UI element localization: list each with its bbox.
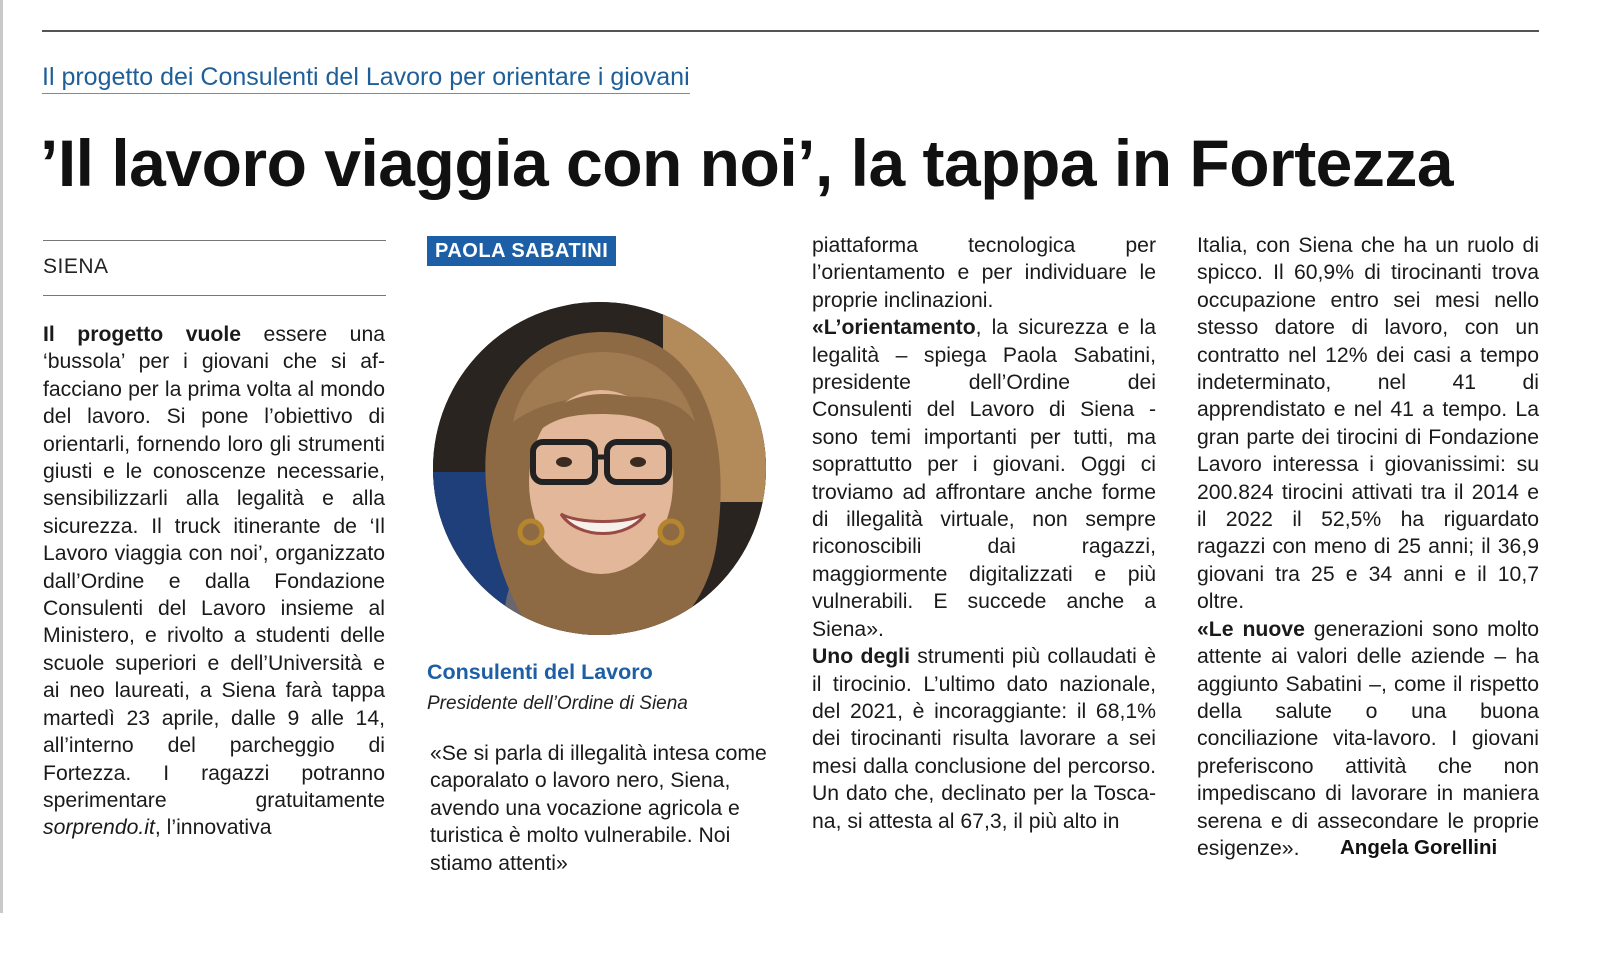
portrait-photo [433,302,766,635]
portrait-illustration [433,302,766,635]
dateline-box [43,240,386,296]
body-text: , l’innovativa [154,816,272,840]
paragraph [812,314,1156,643]
paragraph: Italia, con Siena che ha un ruolo di spicco. Il 60,9% di tirocinanti trova occupazione entro sei mesi nello stesso datore di lavoro, con un contratto nel 12% dei casi a tempo indeterminato, nel 41 di apprendistato e nel 41 a tempo. La gran parte dei tirocini di Fondazione Lavoro interessa i giovanissimi: su 200.824 tirocini attivati tra il 2014 e il 2022 il 52,5% ha riguardato ragazzi con meno di 25 anni; il 36,9 giovani tra 25 e 34 anni e il 10,7 oltre. [1197,234,1539,614]
page-edge [0,0,3,913]
headline: ’Il lavoro viaggia con noi’, la tappa in Fortezza [40,126,1454,200]
body-text: strumenti più collaudati è il tirocinio. L’ultimo dato nazionale, del 2021, è incoraggiante: il 68,1% dei tirocinanti risulta lavorare a sei mesi dalla conclusione del percorso. Un dato che, declinato per la Toscana, si attesta al 67,3, il più alto in [812,645,1156,833]
byline-badge: PAOLA SABATINI [427,236,616,266]
body-text: essere una ‘bussola’ per i giovani che si affacciano per la prima volta al mondo del lavoro. Si pone l’obiettivo di orientarli, fornendo loro gli strumenti giusti e le conoscenze necessarie, sensibilizzarli alla legalità e alla sicurezza. Il truck itinerante de ‘Il Lavoro viaggia con noi’, organizzato dall’Ordine e dalla Fondazione Consulenti del Lavoro insieme al Ministero, e rivolto a studenti delle scuole superiori e dell’Università e ai neo laureati, a Siena farà tappa martedì 23 aprile, dalle 9 alle 14, all’interno del parcheggio di Fortezza. I ragazzi potranno sperimentare gratuitamente [43,323,386,812]
paragraph: piattaforma tecnologica per l’orientamento e per individuare le proprie inclinazioni. [812,234,1156,312]
dateline: SIENA [43,255,109,278]
photo-caption-role: Presidente dell’Ordine di Siena [427,693,688,714]
lead-in: Il progetto vuole [43,323,242,346]
pull-quote: «Se si parla di illegalità intesa come caporalato o lavoro nero, Siena, avendo una vocazione agricola e turistica è molto vulnerabile. Noi stiamo attenti» [430,742,767,875]
kicker: Il progetto dei Consulenti del Lavoro per orientare i giovani [42,62,690,94]
photo-caption-name: Consulenti del Lavoro [427,660,653,684]
author-signature: Angela Gorellini [1340,836,1498,859]
body-text: , la sicurezza e la legalità – spiega Paola Sabatini, presidente dell’Ordine dei Consulenti del Lavoro di Siena - sono temi importanti per tutti, ma soprattutto per i giovani. Oggi ci troviamo ad affrontare anche forme di illegalità virtuale, non sempre riconoscibili dai ragazzi, maggiormente digitalizzati e più vulnerabili. E succede anche a Siena». [812,316,1156,641]
article-column-4 [1197,232,1539,872]
lead-in: «L’orientamento [812,316,976,340]
paragraph [812,643,1156,835]
top-rule [42,30,1539,32]
website-name: sorprendo.it [43,816,155,840]
paragraph [43,321,385,842]
lead-in: «Le nuove [1197,617,1305,641]
body-text: generazioni sono molto attente ai valori delle aziende – ha aggiunto Sabatini –, come il rispetto della salute o una buona conciliazione vita-lavoro. I giovani preferiscono attività che non impediscano di lavorare in maniera serena e di assecondare le proprie esigenze». [1197,617,1539,860]
lead-in: Uno degli [812,645,910,669]
article-column-3 [812,232,1156,872]
article-column-1 [43,321,385,961]
paragraph [1197,616,1539,863]
